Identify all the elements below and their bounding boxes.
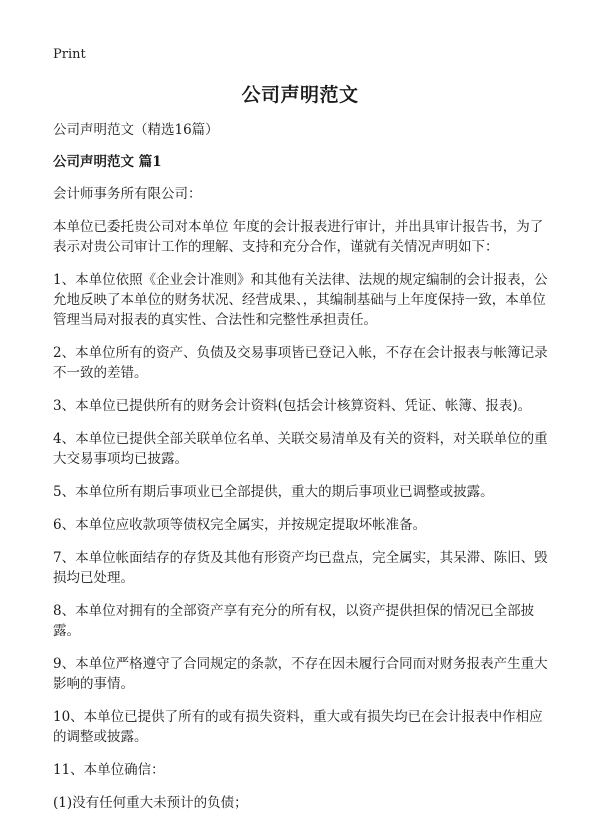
statement-item-8: 8、本单位对拥有的全部资产享有充分的所有权，以资产提供担保的情况已全部披露。 bbox=[53, 603, 535, 639]
statement-item-7: 7、本单位帐面结存的存货及其他有形资产均已盘点，完全属实，其呆滞、陈旧、毁损均已处理。 bbox=[53, 550, 548, 586]
statement-item-10: 10、本单位已提供了所有的或有损失资料，重大或有损失均已在会计报表中作相应的调整或披露。 bbox=[53, 709, 543, 745]
statement-item-11: 11、本单位确信： bbox=[53, 762, 165, 778]
statement-item-1: 1、本单位依照《企业会计准则》和其他有关法律、法规的规定编制的会计报表，公允地反映了本单位的财务状况、经营成果、，其编制基础与上年度保持一致，本单位管理当局对报表的真实性、合法性和完整性承担责任。 bbox=[53, 272, 548, 328]
document-body bbox=[53, 120, 553, 826]
statement-item-4: 4、本单位已提供全部关联单位名单、关联交易清单及有关的资料，对关联单位的重大交易事项均已披露。 bbox=[53, 431, 548, 467]
statement-item-9: 9、本单位严格遵守了合同规定的条款，不存在因未履行合同而对财务报表产生重大影响的事情。 bbox=[53, 656, 548, 692]
document-subtitle: 公司声明范文（精选16篇） bbox=[53, 122, 219, 138]
intro-paragraph: 本单位已委托贵公司对本单位 年度的会计报表进行审计，并出具审计报告书，为了表示对贵公司审计工作的理解、支持和充分合作，谨就有关情况声明如下： bbox=[53, 219, 544, 255]
section-heading: 公司声明范文 篇1 bbox=[53, 154, 162, 170]
statement-item-6: 6、本单位应收款项等债权完全属实，并按规定提取坏帐准备。 bbox=[53, 517, 427, 533]
statement-item-3: 3、本单位已提供所有的财务会计资料(包括会计核算资料、凭证、帐簿、报表)。 bbox=[53, 398, 532, 414]
statement-subitem-1: (1)没有任何重大未预计的负债； bbox=[53, 795, 248, 811]
statement-item-5: 5、本单位所有期后事项业已全部提供，重大的期后事项业已调整或披露。 bbox=[53, 484, 494, 500]
document-title: 公司声明范文 bbox=[241, 84, 359, 106]
print-label: Print bbox=[53, 47, 86, 62]
statement-item-2: 2、本单位所有的资产、负债及交易事项皆已登记入帐，不存在会计报表与帐簿记录不一致的差错。 bbox=[53, 345, 548, 381]
greeting-paragraph: 会计师事务所有限公司： bbox=[53, 186, 202, 202]
